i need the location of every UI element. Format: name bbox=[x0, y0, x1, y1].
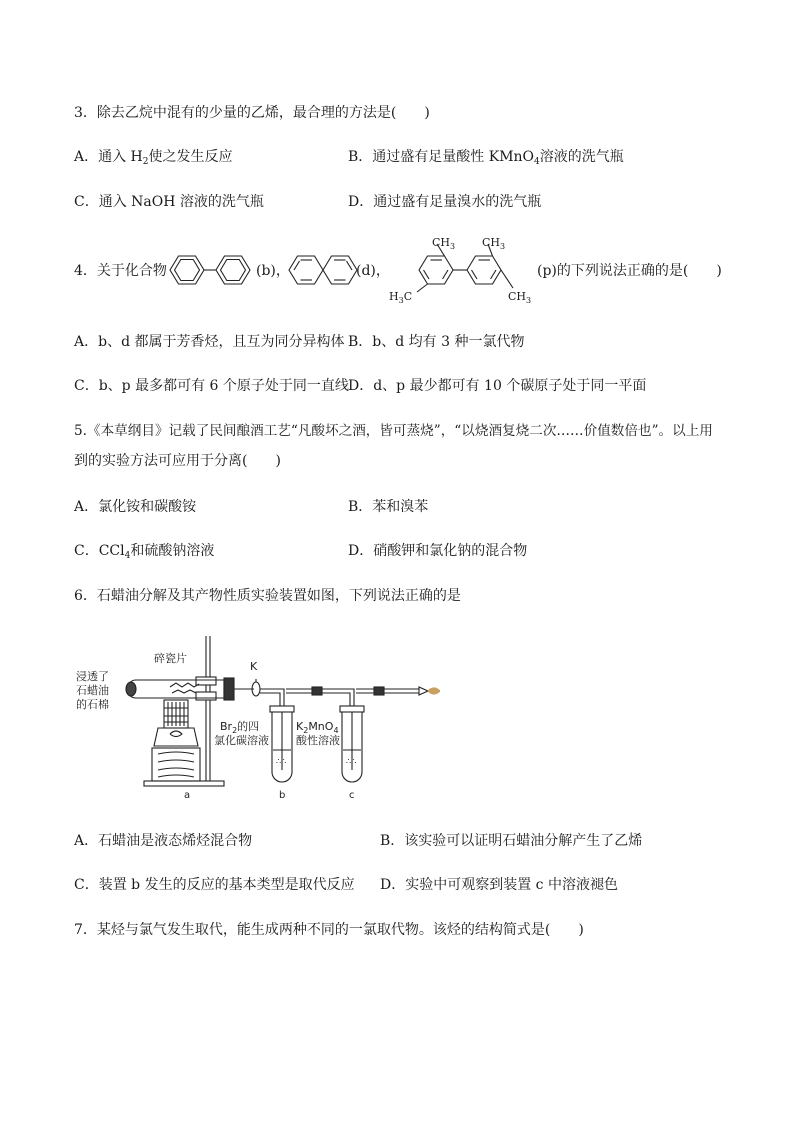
q5-option-a: A．氯化铵和碳酸铵 bbox=[74, 499, 197, 515]
q6-option-d: D．实验中可观察到装置 c 中溶液褪色 bbox=[380, 877, 618, 893]
q5-stem-line2: 到的实验方法可应用于分离( ) bbox=[74, 453, 281, 469]
q5-option-b: B．苯和溴苯 bbox=[348, 499, 429, 515]
svg-text:石蜡油: 石蜡油 bbox=[76, 684, 109, 697]
svg-text:酸性溶液: 酸性溶液 bbox=[296, 734, 340, 747]
biphenyl-structure bbox=[165, 250, 257, 290]
naphthalene-structure bbox=[287, 248, 357, 292]
q5-option-d: D．硝酸钾和氯化钠的混合物 bbox=[348, 543, 528, 559]
svg-text:浸透了: 浸透了 bbox=[76, 670, 109, 683]
q5-option-c: C．CCl$_4$和硫酸钠溶液 bbox=[74, 543, 215, 561]
svg-text:氯化碳溶液: 氯化碳溶液 bbox=[214, 734, 269, 747]
q3-option-c: C．通入 NaOH 溶液的洗气瓶 bbox=[74, 194, 264, 210]
q6-stem: 6．石蜡油分解及其产物性质实验装置如图，下列说法正确的是 bbox=[74, 588, 461, 604]
q4-option-a: A．b、d 都属于芳香烃，且互为同分异构体 bbox=[74, 334, 345, 350]
svg-text:K: K bbox=[250, 660, 258, 673]
q7-stem: 7．某烃与氯气发生取代，能生成两种不同的一氯取代物。该烃的结构简式是( ) bbox=[74, 922, 584, 938]
svg-text:的石棉: 的石棉 bbox=[76, 698, 109, 711]
svg-text:∴∴: ∴∴ bbox=[276, 757, 287, 766]
q4-label-b: (b)， bbox=[256, 263, 290, 279]
q4-option-c: C．b、p 最多都可有 6 个原子处于同一直线 bbox=[74, 378, 349, 394]
q4-option-b: B．b、d 均有 3 种一氯代物 bbox=[348, 334, 525, 350]
svg-text:c: c bbox=[349, 790, 355, 801]
q3-stem: 3．除去乙烷中混有的少量的乙烯，最合理的方法是( ) bbox=[74, 105, 430, 121]
svg-text:∴∴: ∴∴ bbox=[346, 757, 357, 766]
svg-text:Br2的四: $Br_2$的四 bbox=[220, 720, 260, 735]
q4-label-p: (p)的下列说法正确的是( ) bbox=[537, 263, 722, 279]
q4-stem-prefix: 4．关于化合物 bbox=[74, 263, 167, 279]
q6-option-a: A．石蜡油是液态烯烃混合物 bbox=[74, 833, 253, 849]
q4-label-d: (d)， bbox=[356, 263, 390, 279]
paraffin-cracking-apparatus bbox=[74, 632, 440, 804]
q4-option-d: D．d、p 最少都可有 10 个碳原子处于同一平面 bbox=[348, 378, 647, 394]
svg-text:CH3: $CH_3$ bbox=[432, 236, 456, 251]
q3-option-a: A．通入 $H_2$使之发生反应 bbox=[74, 149, 233, 167]
q6-option-b: B．该实验可以证明石蜡油分解产生了乙烯 bbox=[380, 833, 643, 849]
q6-option-c: C．装置 b 发生的反应的基本类型是取代反应 bbox=[74, 877, 355, 893]
q3-option-d: D．通过盛有足量溴水的洗气瓶 bbox=[348, 194, 542, 210]
svg-text:a: a bbox=[184, 790, 191, 801]
tetramethylbiphenyl-structure bbox=[385, 232, 535, 308]
svg-text:b: b bbox=[279, 790, 286, 801]
svg-text:K2MnO4: $K_2MnO_4$ bbox=[296, 720, 339, 735]
svg-text:H3C: $H_3C$ bbox=[389, 290, 413, 305]
q5-stem-line1: 5.《本草纲目》记载了民间酿酒工艺“凡酸坏之酒，皆可蒸烧”，“以烧酒复烧二次……价值数倍也”。以上用 bbox=[74, 423, 713, 439]
svg-text:CH3: $CH_3$ bbox=[508, 290, 532, 305]
q3-option-b: B．通过盛有足量酸性 KMnO$_4$溶液的洗气瓶 bbox=[348, 149, 624, 167]
svg-text:CH3: $CH_3$ bbox=[482, 236, 506, 251]
svg-text:碎瓷片: 碎瓷片 bbox=[154, 652, 187, 665]
